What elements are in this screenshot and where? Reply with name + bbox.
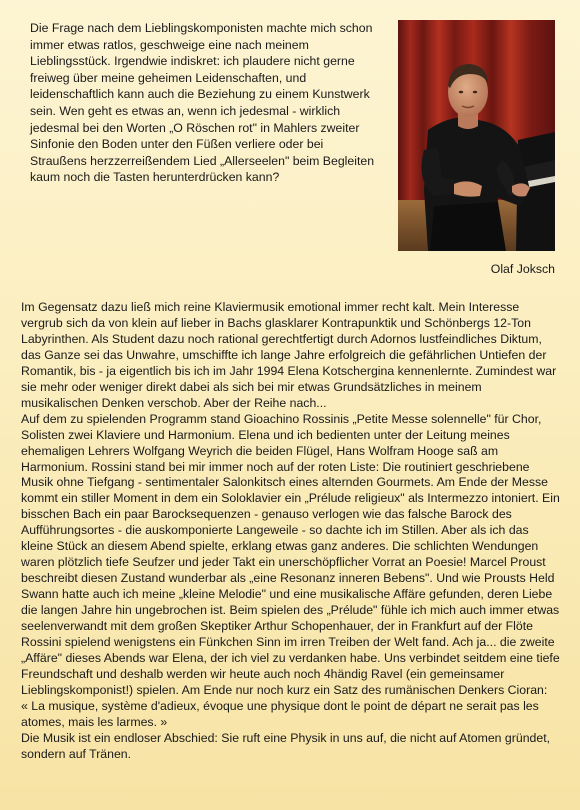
paragraph: Auf dem zu spielenden Programm stand Gioachino Rossinis „Petite Messe solennelle" für Chor, Solisten zwei Klaviere und Harmonium. Elena und ich bedienten unter der Leitung meines ehemaligen Lehrers Wolfgang Weyrich die beiden Flügel, Hans Wolfram Hooge saß am Harmonium. Rossini stand bei mir immer noch auf der roten Liste: Die routiniert geschriebene Musik ohne Tiefgang - sentimentaler Salonkitsch eines alternden Gourmets. Am Ende der Messe kommt ein stiller Moment in dem ein Soloklavier ein „Prélude religieux" als Intermezzo intoniert. Ein bisschen Bach ein paar Barocksequenzen - genauso verlogen wie das falsche Barock des Aufführungsortes - die auskomponierte Langeweile - so dachte ich im Stillen. Aber als ich das kleine Stück an diesem Abend spielte, erklang etwas ganz anderes. Die schlichten Wendungen waren plötzlich tiefe Seufzer und jeder Takt ein unerschöpflicher Vorrat an Poesie! Marcel Proust beschreibt diesen Zustand wunderbar als „eine Resonanz inneren Bebens". Und wie Prousts Held Swann hatte auch ich meine „kleine Melodie" und eine musikalische Affäre gefunden, deren Liebe die langen Jahre hin ungebrochen ist. Beim spielen des „Prélude" fühle ich mich auch immer etwas seelenverwandt mit dem großen Skeptiker Arthur Schopenhauer, der in Frankfurt auf der Flöte Rossini spielend wenigstens ein Fünkchen Sinn im irren Treiben der Welt fand. Ach ja... die zweite „Affäre" dieses Abends war Elena, der ich viel zu verdanken habe. Uns verbindet seitdem eine tiefe Freundschaft und deshalb werden wir heute auch noch 4händig Ravel (ein gemeinsamer Lieblingskomponist!) spielen. Am Ende nur noch kurz ein Satz des rumänischen Denkers Cioran: (21, 411, 560, 697)
photo-caption: Olaf Joksch (490, 262, 555, 276)
portrait-photo (398, 20, 555, 251)
paragraph: Im Gegensatz dazu ließ mich reine Klaviermusik emotional immer recht kalt. Mein Interesse vergrub sich da von klein auf lieber in Bachs glasklarer Kontrapunktik und Schönbergs 12-Ton Labyrinthen. Als Student dazu noch rational gerechtfertigt durch Adornos lustfeindliches Diktum, das Ganze sei das Unwahre, umschiffte ich lange Jahre erfolgreich die gefährlichen Untiefen der Romantik, bis - ja eigentlich bis ich im Jahr 1994 Elena Kotschergina kennenlernte. Zumindest war sie mehr oder weniger direkt dabei als sich bei mir etwas Grundsätzliches in meinem musikalischen Denken verschob. Aber der Reihe nach... (21, 300, 557, 410)
quote-french: « La musique, système d'adieux, évoque une physique dont le point de départ ne serait pas les atomes, mais les larmes. » (21, 698, 539, 729)
main-text (21, 300, 561, 763)
quote-translation: Die Musik ist ein endloser Abschied: Sie ruft eine Physik in uns auf, die nicht auf Atomen gründet, sondern auf Tränen. (21, 730, 551, 761)
intro-paragraph: Die Frage nach dem Lieblingskomponisten machte mich schon immer etwas ratlos, geschweige eine nach meinem Lieblingsstück. Irgendwie indiskret: ich plaudere nicht gerne freiweg über meine geheimen Leidenschaften, und leidenschaftlich kann auch die Beziehung zu einem Kunstwerk sein. Wen geht es etwas an, wenn ich jedesmal - wirklich jedesmal bei den Worten „O Röschen rot" in Mahlers zweiter Sinfonie den Boden unter den Füßen verliere oder bei Straußens herzzerreißendem Lied „Allerseelen" beim Begleiten kaum noch die Tasten herunterdrücken kann? (30, 21, 375, 185)
